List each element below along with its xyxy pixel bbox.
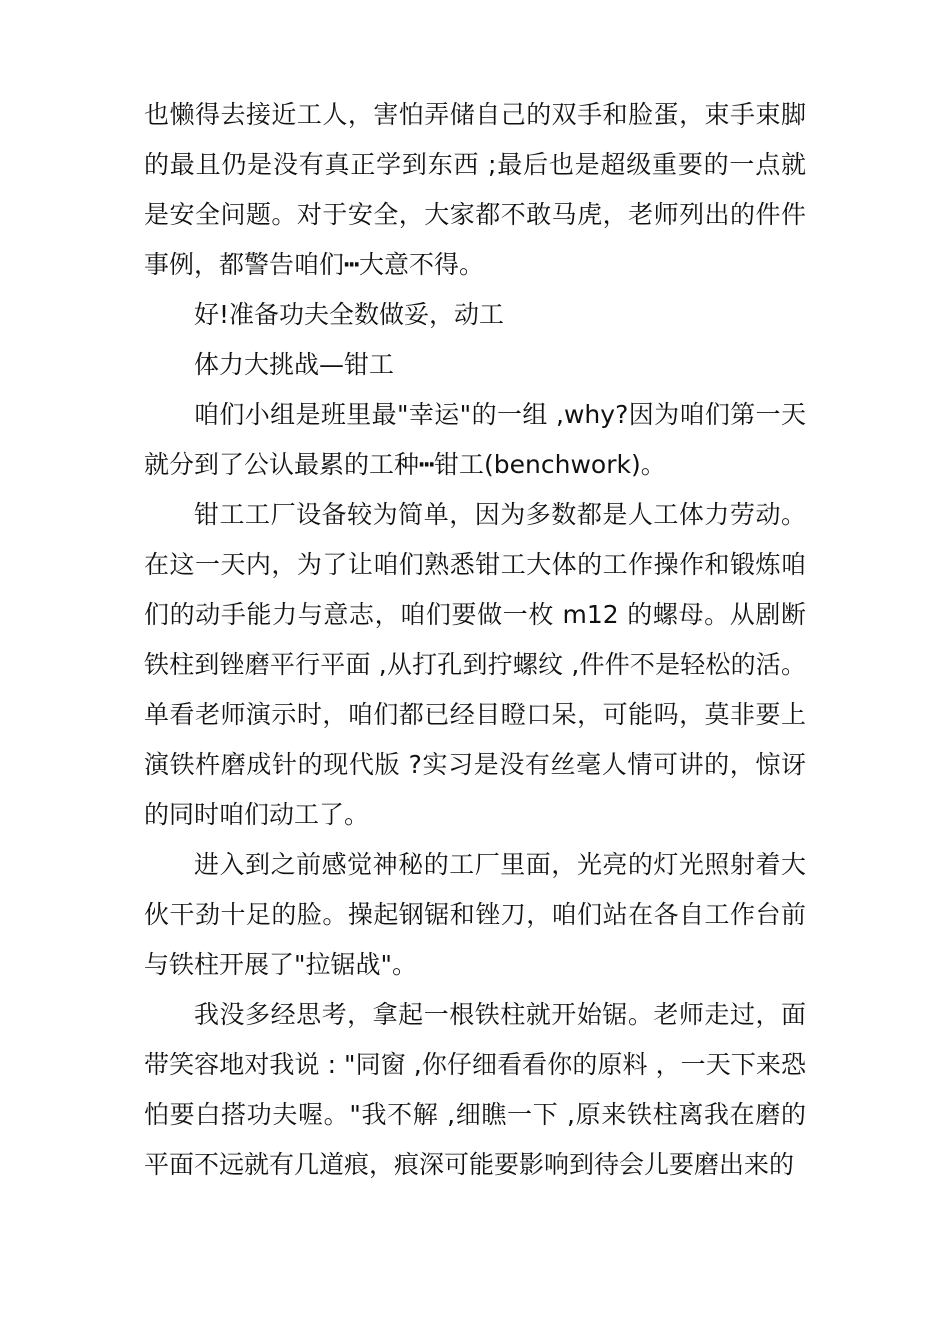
paragraph-5: 进入到之前感觉神秘的工厂里面，光亮的灯光照射着大伙干劲十足的脸。操起钢锯和锉刀，咱们站在各自工作台前与铁柱开展了"拉锯战"。: [144, 850, 806, 979]
section-heading: 体力大挑战—钳工: [194, 350, 395, 379]
paragraph-6: 我没多经思考，拿起一根铁柱就开始锯。老师走过，面带笑容地对我说 : "同窗 ,你仔细看看你的原料 ，一天下来恐怕要白搭功夫喔。"我不解 ,细瞧一下 ,原来铁柱离我在磨的平面不远就有几道痕，痕深可能要影响到待会儿要磨出来的: [144, 1000, 806, 1179]
paragraph-2: 好!准备功夫全数做妥，动工: [194, 300, 505, 329]
paragraph-4: 钳工工厂设备较为简单，因为多数都是人工体力劳动。在这一天内，为了让咱们熟悉钳工大体的工作操作和锻炼咱们的动手能力与意志，咱们要做一枚 m12 的螺母。从剧断铁柱到锉磨平行平面 ,从打孔到拧螺纹 ,件件不是轻松的活。单看老师演示时，咱们都已经目瞪口呆，可能吗，莫非要上演铁杵磨成针的现代版 ?实习是没有丝毫人情可讲的，惊讶的同时咱们动工了。: [144, 500, 806, 829]
body-text: [144, 90, 806, 1190]
paragraph-3: 咱们小组是班里最"幸运"的一组 ,why?因为咱们第一天就分到了公认最累的工种┅钳工(benchwork)。: [144, 400, 806, 479]
paragraph-1: 也懒得去接近工人，害怕弄储自己的双手和脸蛋，束手束脚的最且仍是没有真正学到东西 ;最后也是超级重要的一点就是安全问题。对于安全，大家都不敢马虎，老师列出的件件事例，都警告咱们┅大意不得。: [144, 100, 806, 279]
